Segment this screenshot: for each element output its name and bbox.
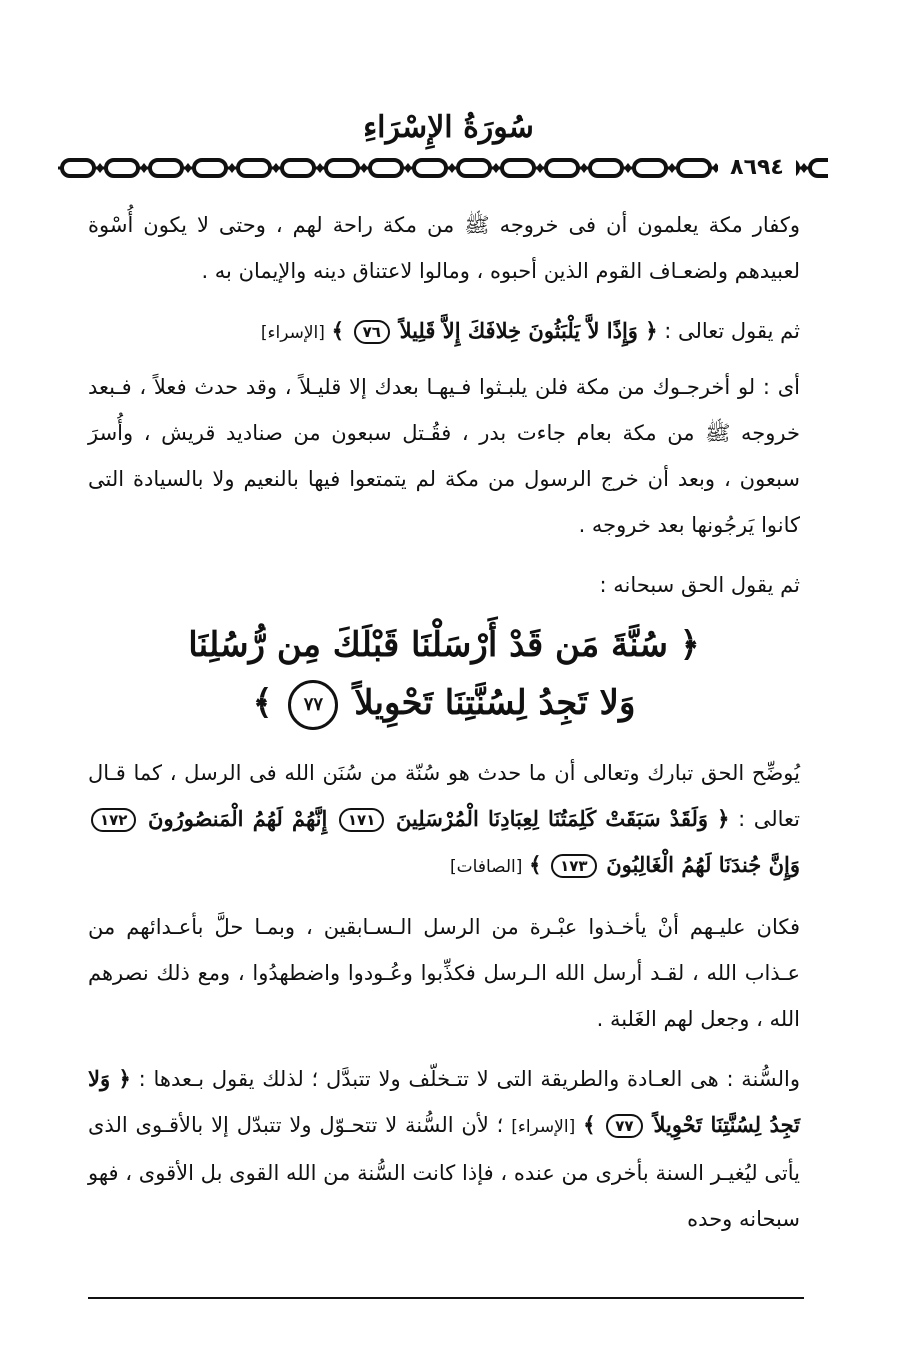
ornament-link [326,160,358,176]
ornament-diamond [272,163,280,173]
verse-number-badge: ١٧٢ [91,808,136,832]
ornament-link [502,160,534,176]
verse-number-badge: ٧٧ [606,1114,642,1138]
ornament-link [370,160,402,176]
ornament-link [194,160,226,176]
ornament-diamond [360,163,368,173]
featured-verse [88,616,800,732]
ornament-diamond [668,163,676,173]
ornament-link [810,160,828,176]
paragraph-7-text-a: والسُّنة : هى العـادة والطريقة التى لا تتـخلّف ولا تتبدَّل ؛ لذلك يقول بـعدها : [138,1067,800,1091]
ornament-link [546,160,578,176]
ornament-band [58,150,828,186]
ornament-diamond [800,163,808,173]
ornament-link [414,160,446,176]
surah-reference: [الصافات] [450,857,523,877]
verse-line-2 [88,674,800,732]
ornament-diamond [580,163,588,173]
paragraph-3: أى : لو أخرجـوك من مكة فلن يلبـثوا فـيهـا بعدك إلا قليـلاً ، وقد حدث فعلاً ، فـبعد خروجه ﷺ من مكة بعام جاءت بدر ، فقُـتل سبعون من صناديد قريش ، وأُسرَ سبعون ، وبعد أن خرج الرسول من مكة لم يتمتعوا فيها بالنعيم ولا بالسيادة التى كانوا يَرجُونها بعد خروجه . [88,375,800,537]
closing-bracket: ﴾ [529,853,542,877]
ornament-link [678,160,710,176]
ornament-link [150,160,182,176]
verse-number-medallion: ٧٧ [288,680,338,730]
ornament-diamond [140,163,148,173]
ornament-link [62,160,94,176]
paragraph-5-text: يُوضِّح الحق تبارك وتعالى أن ما حدث هو سُنّة من سُنَن الله فى الرسل ، كما قـال تعالى : [88,761,800,831]
paragraph-1: وكفار مكة يعلمون أن فى خروجه ﷺ من مكة راحة لهم ، وحتى لا يكون أُسْوة لعبيدهم ولضعـاف القوم الذين أحبوه ، ومالوا لاعتناق دينه والإيمان به . [88,213,800,283]
paragraph-7-text-b: ؛ لأن السُّنة لا تتحـوّل ولا تتبدّل إلا بالأقـوى الذى يأتى ليُغيـر السنة بأخرى من عنده ، فإذا كانت السُّنة من الله القوى بل الأقوى ، فهو سبحانه وحده [88,1113,800,1231]
surah-reference: [الإسراء] [511,1117,576,1137]
page-number: ٨٦٩٤ [718,150,796,186]
quran-quote: ﴿ وَلا تَجِدُ لِسُنَّتِنَا تَحْوِيلاً [88,1066,800,1137]
ornament-link [458,160,490,176]
quran-quote-2: إِنَّهُمْ لَهُمُ الْمَنصُورُونَ [148,806,328,831]
footer-rule [88,1297,804,1299]
verse-line-1: ﴿ سُنَّةَ مَن قَدْ أَرْسَلْنَا قَبْلَكَ مِن رُّسُلِنَا [188,625,700,665]
ornament-diamond [448,163,456,173]
paragraph-6: فكان عليـهم أنْ يأخـذوا عبْـرة من الرسل الـسـابقين ، وبمـا حلَّ بأعـدائهم من عـذاب الله ، لقـد أرسل الله الـرسل فكذِّبوا وعُـودوا واضطهدُوا ، ومع ذلك نصرهم الله ، وجعل لهم الغَلبة . [88,915,800,1031]
paragraph-4: ثم يقول الحق سبحانه : [599,573,800,597]
intro-text: ثم يقول تعالى : [664,319,800,343]
ornament-link [590,160,622,176]
verse-line-2-text: وَلا تَجِدُ لِسُنَّتِنَا تَحْوِيلاً [354,683,636,723]
closing-bracket: ﴾ [331,319,344,343]
surah-title: سُورَةُ الإِسْرَاءِ [363,110,534,145]
paragraph-7 [88,1056,800,1242]
closing-bracket: ﴾ [583,1113,596,1137]
ornament-link [238,160,270,176]
paragraph-2 [88,308,800,356]
ornament-diamond [316,163,324,173]
surah-reference: [الإسراء] [260,323,325,343]
closing-bracket: ﴾ [252,683,273,723]
ornament-diamond [492,163,500,173]
paragraph-5 [88,750,800,890]
quran-quote-3: وَإِنَّ جُندَنَا لَهُمُ الْغَالِبُونَ [606,852,800,877]
verse-number-badge: ١٧١ [339,808,384,832]
body-text [88,202,800,1256]
ornament-diamond [536,163,544,173]
ornament-link [282,160,314,176]
quran-quote-1: ﴿ وَلَقَدْ سَبَقَتْ كَلِمَتُنَا لِعِبَادِنَا الْمُرْسَلِينَ [395,806,730,831]
ornament-diamond [96,163,104,173]
verse-number-badge: ٧٦ [354,320,390,344]
ornament-diamond [184,163,192,173]
ornament-link [106,160,138,176]
quran-quote: ﴿ وَإِذًا لاَّ يَلْبَثُونَ خِلافَكَ إِلاَّ قَلِيلاً [399,318,658,343]
ornament-link [634,160,666,176]
ornament-diamond [228,163,236,173]
verse-number-badge: ١٧٣ [551,854,596,878]
ornament-diamond [404,163,412,173]
ornament-diamond [624,163,632,173]
